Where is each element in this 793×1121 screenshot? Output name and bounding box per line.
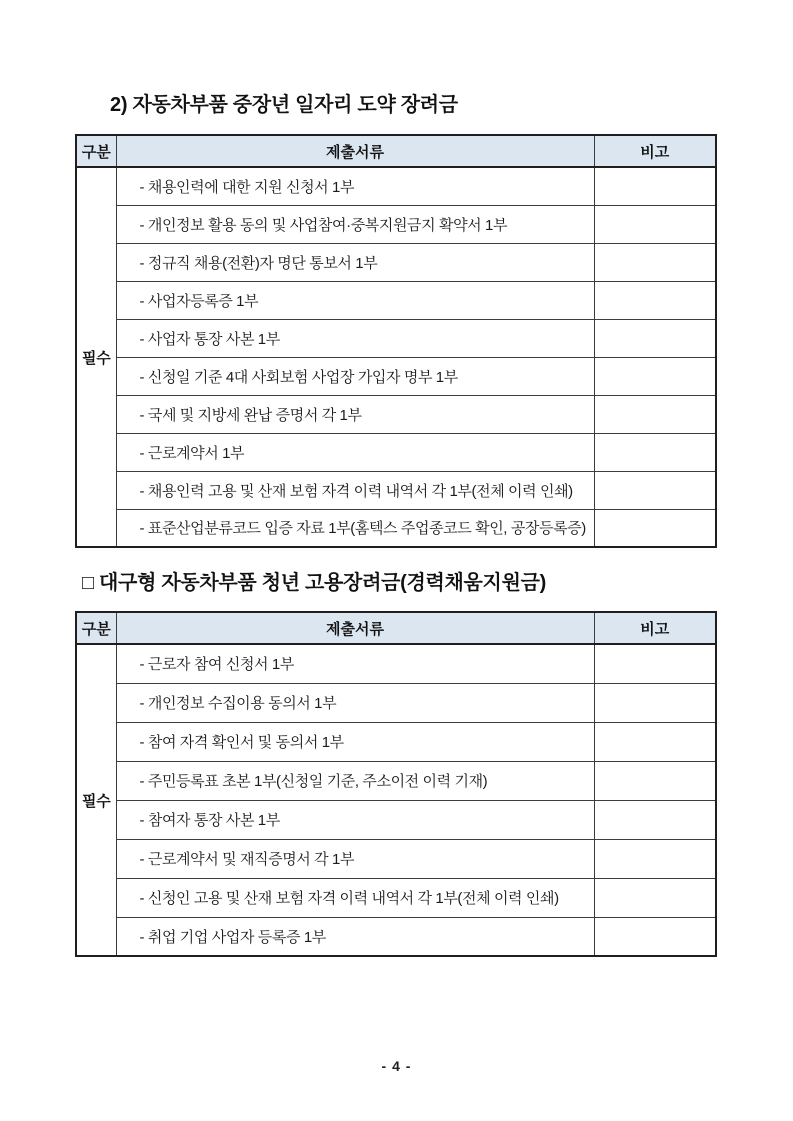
remark-cell (594, 395, 716, 433)
table-row (76, 644, 716, 683)
remark-cell (594, 800, 716, 839)
document-item: - 취업 기업 사업자 등록증 1부 (116, 917, 594, 956)
remark-cell (594, 761, 716, 800)
document-item: - 채용인력에 대한 지원 신청서 1부 (116, 167, 594, 205)
section2-heading: □ 대구형 자동차부품 청년 고용장려금(경력채움지원금) (82, 572, 546, 594)
table-row (76, 878, 716, 917)
required-group-cell: 필수 (76, 644, 116, 956)
remark-cell (594, 644, 716, 683)
document-item: - 채용인력 고용 및 산재 보험 자격 이력 내역서 각 1부(전체 이력 인쇄) (116, 471, 594, 509)
remark-cell (594, 281, 716, 319)
table-row (76, 471, 716, 509)
remark-cell (594, 878, 716, 917)
col-header-documents: 제출서류 (116, 135, 594, 167)
remark-cell (594, 839, 716, 878)
document-item: - 참여자 통장 사본 1부 (116, 800, 594, 839)
remark-cell (594, 167, 716, 205)
remark-cell (594, 319, 716, 357)
submission-documents-table-2 (75, 611, 717, 957)
remark-cell (594, 357, 716, 395)
table-row (76, 395, 716, 433)
remark-cell (594, 243, 716, 281)
remark-cell (594, 722, 716, 761)
required-group-cell: 필수 (76, 167, 116, 547)
table-row (76, 167, 716, 205)
page-number: - 4 - (381, 1058, 412, 1074)
table-row (76, 281, 716, 319)
col-header-documents: 제출서류 (116, 612, 594, 644)
col-header-remarks: 비고 (594, 612, 716, 644)
table-row (76, 205, 716, 243)
remark-cell (594, 683, 716, 722)
document-item: - 표준산업분류코드 입증 자료 1부(홈텍스 주업종코드 확인, 공장등록증) (116, 509, 594, 547)
table-row (76, 761, 716, 800)
table-row (76, 319, 716, 357)
table-row (76, 917, 716, 956)
table-row (76, 357, 716, 395)
document-item: - 근로계약서 1부 (116, 433, 594, 471)
document-item: - 근로자 참여 신청서 1부 (116, 644, 594, 683)
table-row (76, 800, 716, 839)
submission-documents-table-1 (75, 134, 717, 548)
table-row (76, 509, 716, 547)
document-item: - 신청인 고용 및 산재 보험 자격 이력 내역서 각 1부(전체 이력 인쇄) (116, 878, 594, 917)
table-row (76, 839, 716, 878)
document-item: - 정규직 채용(전환)자 명단 통보서 1부 (116, 243, 594, 281)
remark-cell (594, 471, 716, 509)
table1-header-row (76, 135, 716, 167)
table-row (76, 683, 716, 722)
table2-header-row (76, 612, 716, 644)
document-item: - 참여 자격 확인서 및 동의서 1부 (116, 722, 594, 761)
col-header-remarks: 비고 (594, 135, 716, 167)
document-item: - 신청일 기준 4대 사회보험 사업장 가입자 명부 1부 (116, 357, 594, 395)
document-item: - 사업자등록증 1부 (116, 281, 594, 319)
remark-cell (594, 433, 716, 471)
col-header-category: 구분 (76, 135, 116, 167)
table-row (76, 243, 716, 281)
table-row (76, 722, 716, 761)
document-item: - 사업자 통장 사본 1부 (116, 319, 594, 357)
section1-heading: 2) 자동차부품 중장년 일자리 도약 장려금 (110, 94, 458, 116)
remark-cell (594, 917, 716, 956)
document-item: - 국세 및 지방세 완납 증명서 각 1부 (116, 395, 594, 433)
col-header-category: 구분 (76, 612, 116, 644)
document-item: - 개인정보 수집이용 동의서 1부 (116, 683, 594, 722)
table-row (76, 433, 716, 471)
document-item: - 근로계약서 및 재직증명서 각 1부 (116, 839, 594, 878)
document-item: - 개인정보 활용 동의 및 사업참여·중복지원금지 확약서 1부 (116, 205, 594, 243)
remark-cell (594, 205, 716, 243)
document-item: - 주민등록표 초본 1부(신청일 기준, 주소이전 이력 기재) (116, 761, 594, 800)
remark-cell (594, 509, 716, 547)
